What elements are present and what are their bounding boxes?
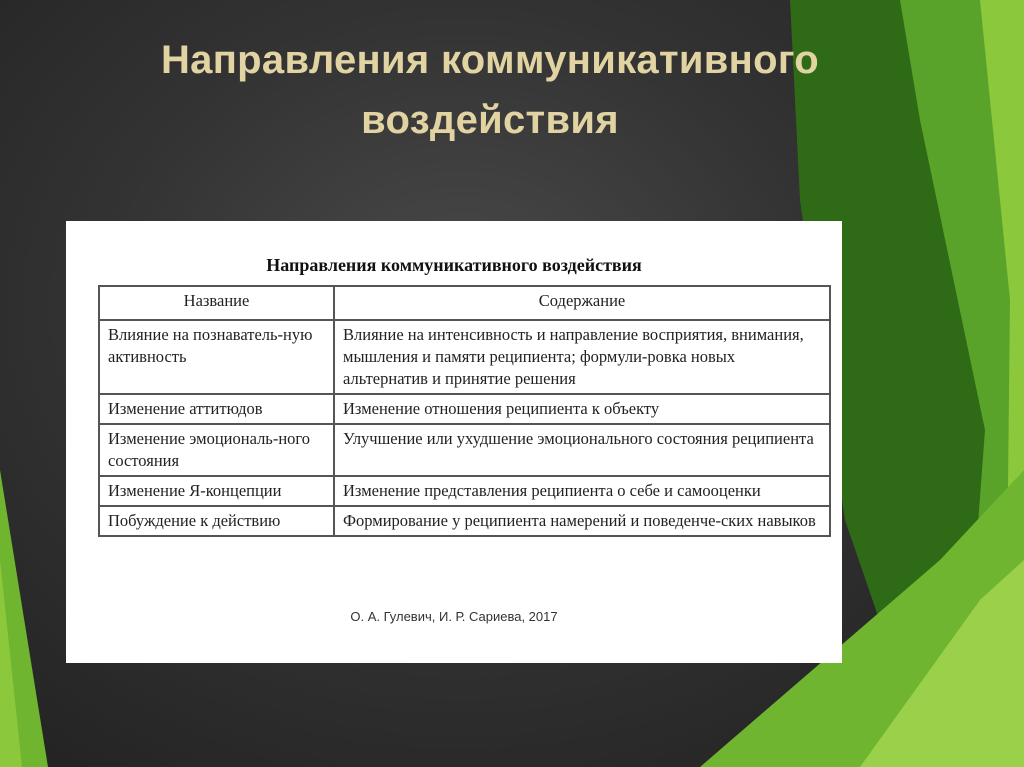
directions-table (98, 285, 831, 537)
table-row (99, 476, 830, 506)
table-card (66, 221, 842, 663)
row-name-cell: Влияние на познаватель-ную активность (99, 320, 334, 394)
table-row (99, 424, 830, 476)
row-content-cell: Улучшение или ухудшение эмоционального состояния реципиента (334, 424, 830, 476)
table-row (99, 506, 830, 536)
row-content-cell: Изменение представления реципиента о себе и самооценки (334, 476, 830, 506)
header-name: Название (99, 286, 334, 320)
row-name-cell: Изменение Я-концепции (99, 476, 334, 506)
row-name-cell: Побуждение к действию (99, 506, 334, 536)
slide-title (60, 30, 920, 150)
header-content: Содержание (334, 286, 830, 320)
source-credit: О. А. Гулевич, И. Р. Сариева, 2017 (350, 609, 558, 624)
table-row (99, 394, 830, 424)
row-name-cell: Изменение эмоциональ-ного состояния (99, 424, 334, 476)
table-caption: Направления коммуникативного воздействия (266, 255, 642, 275)
row-content-cell: Изменение отношения реципиента к объекту (334, 394, 830, 424)
table-header-row (99, 286, 830, 320)
row-content-cell: Влияние на интенсивность и направление восприятия, внимания, мышления и памяти реципиента; формули-ровка новых альтернатив и принятие решения (334, 320, 830, 394)
slide-title-line-1: Направления коммуникативного (160, 38, 819, 82)
row-content-cell: Формирование у реципиента намерений и поведенче-ских навыков (334, 506, 830, 536)
row-name-cell: Изменение аттитюдов (99, 394, 334, 424)
slide-title-line-2: воздействия (361, 98, 619, 142)
table-row (99, 320, 830, 394)
